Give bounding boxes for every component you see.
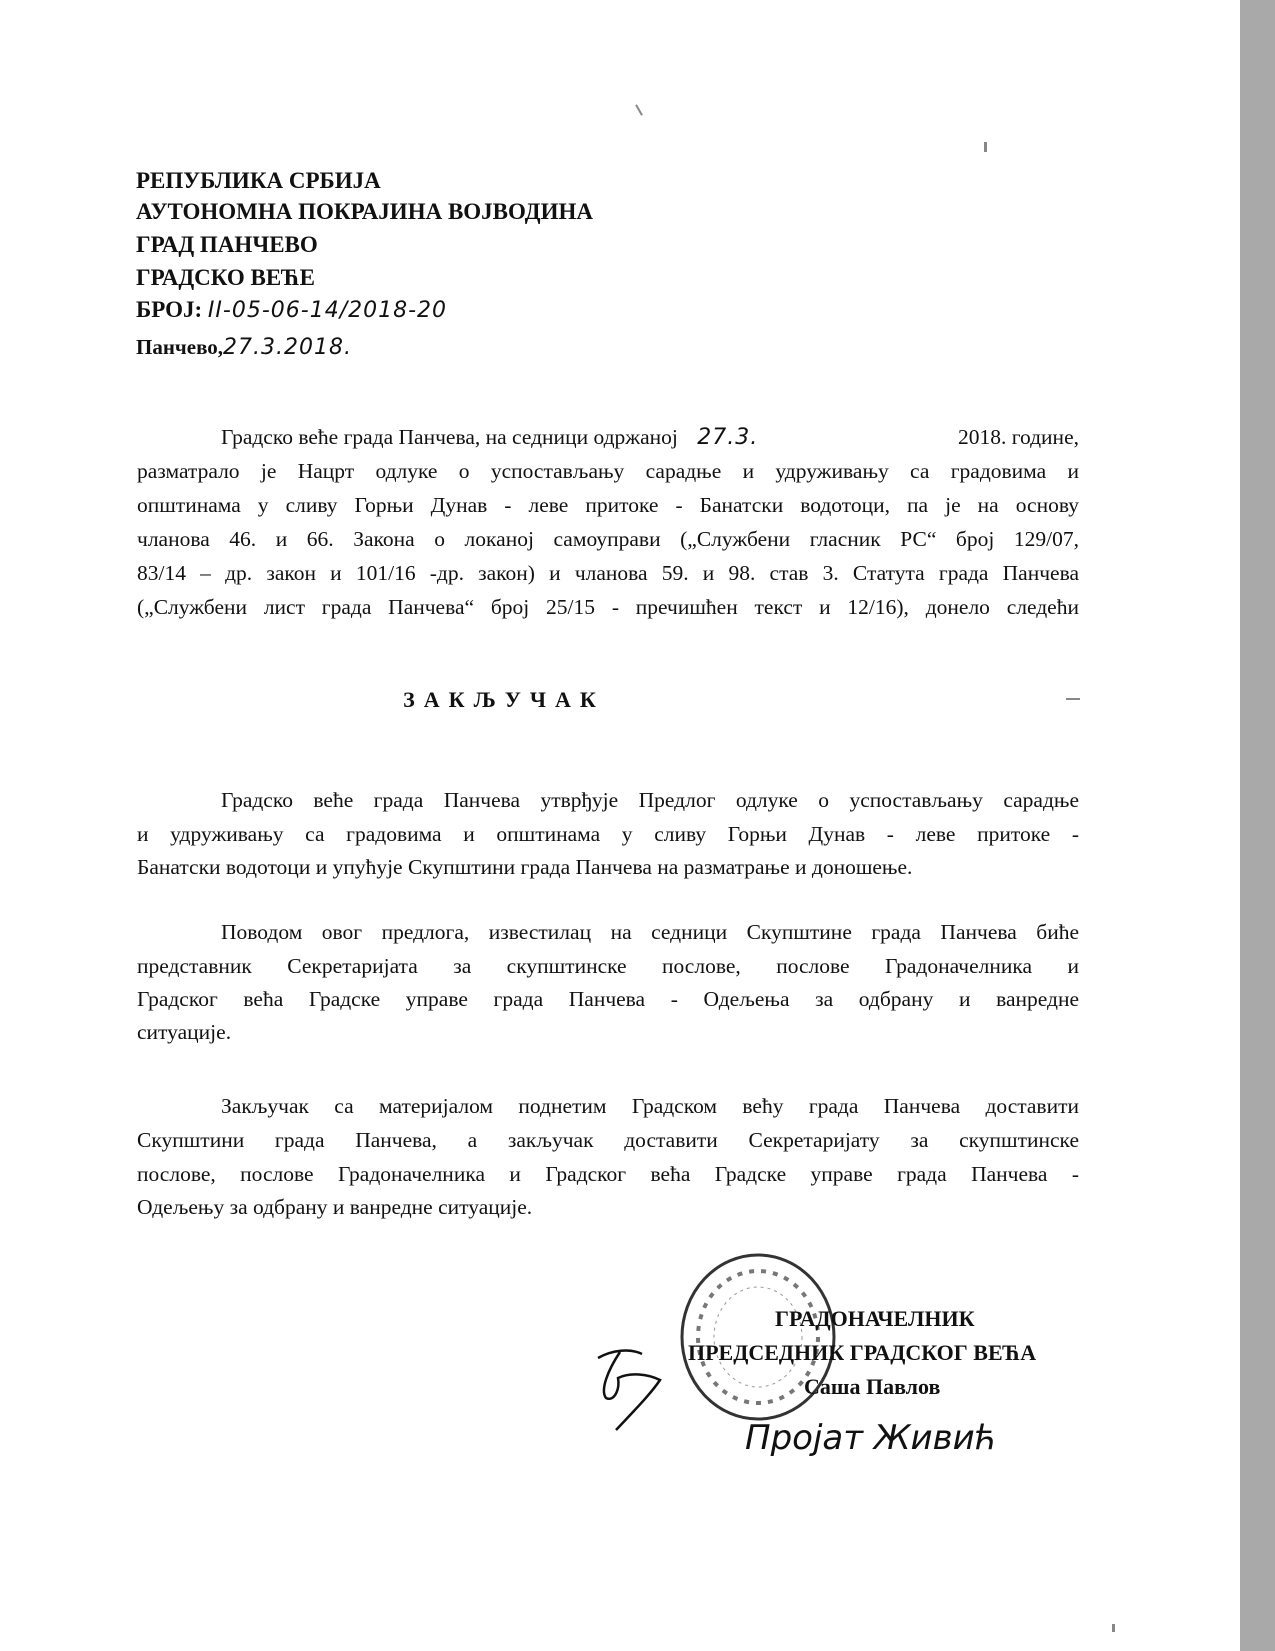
- initials-signature-icon: [590, 1340, 665, 1435]
- header-line: ГРАД ПАНЧЕВО: [136, 232, 318, 257]
- number-label: БРОЈ:: [136, 297, 203, 322]
- scan-edge-strip: [1240, 0, 1275, 1651]
- intro-line: [221, 424, 1079, 451]
- place-date: [136, 334, 352, 361]
- body-line: Банатски водотоци и упућује Скупштини града Панчева на разматрање и доношење.: [137, 855, 913, 879]
- body-line: Одељењу за одбрану и ванредне ситуације.: [137, 1195, 533, 1219]
- intro-line: општинама у сливу Горњи Дунав - леве притоке - Банатски водотоци, па је на основу: [137, 493, 1079, 517]
- intro-line: чланова 46. и 66. Закона о локаној самоуправи („Службени гласник РС“ број 129/07,: [137, 527, 1079, 551]
- body-line: послове, послове Градоначелника и Градског већа Градске управе града Панчева -: [137, 1162, 1079, 1186]
- signatory-title: ГРАДОНАЧЕЛНИК: [775, 1306, 975, 1331]
- document-number: [136, 297, 447, 324]
- scan-speck: [635, 104, 643, 115]
- header-line: РЕПУБЛИКА СРБИЈА: [136, 168, 381, 193]
- session-date: 27.3.: [697, 425, 759, 450]
- body-line: Градског већа Градске управе града Панчева - Одељења за одбрану и ванредне: [137, 987, 1079, 1011]
- number-value: II-05-06-14/2018-20: [207, 298, 448, 323]
- document-title: ЗАКЉУЧАК: [403, 687, 605, 712]
- intro-line: 83/14 – др. закон и 101/16 -др. закон) и чланова 59. и 98. став 3. Статута града Панчева: [137, 561, 1079, 585]
- body-line: и удруживању са градовима и општинама у сливу Горњи Дунав - леве притоке -: [137, 822, 1079, 846]
- header-line: ГРАДСКО ВЕЋЕ: [136, 265, 315, 290]
- header-line: АУТОНОМНА ПОКРАЈИНА ВОЈВОДИНА: [136, 199, 593, 224]
- scan-speck: [984, 142, 987, 152]
- body-line: ситуације.: [137, 1020, 232, 1044]
- body-line: Закључак са материјалом поднетим Градском већу града Панчева доставити: [221, 1094, 1079, 1118]
- handwritten-signature: Пројат Живић: [745, 1418, 997, 1458]
- intro-line: разматрало је Нацрт одлуке о успостављању сарадње и удруживању са градовима и: [137, 459, 1079, 483]
- place-label: Панчево,: [136, 335, 224, 359]
- body-line: Поводом овог предлога, известилац на седници Скупштине града Панчева биће: [221, 920, 1079, 944]
- signatory-position: ПРЕДСЕДНИК ГРАДСКОГ ВЕЋА: [688, 1340, 1037, 1365]
- date-value: 27.3.2018.: [223, 335, 353, 360]
- intro-year: 2018. године,: [957, 425, 1079, 449]
- scan-speck: [1066, 698, 1080, 700]
- body-line: Скупштини града Панчева, а закључак доставити Секретаријату за скупштинске: [137, 1128, 1079, 1152]
- body-line: представник Секретаријата за скупштинске послове, послове Градоначелника и: [137, 954, 1079, 978]
- body-line: Градско веће града Панчева утврђује Предлог одлуке о успостављању сарадње: [221, 788, 1079, 812]
- intro-text: Градско веће града Панчева, на седници одржаној: [221, 425, 678, 449]
- scan-speck: [1112, 1624, 1115, 1632]
- signatory-name: Саша Павлов: [804, 1374, 941, 1399]
- intro-line: („Службени лист града Панчева“ број 25/15 - пречишћен текст и 12/16), донело следећи: [137, 595, 1079, 619]
